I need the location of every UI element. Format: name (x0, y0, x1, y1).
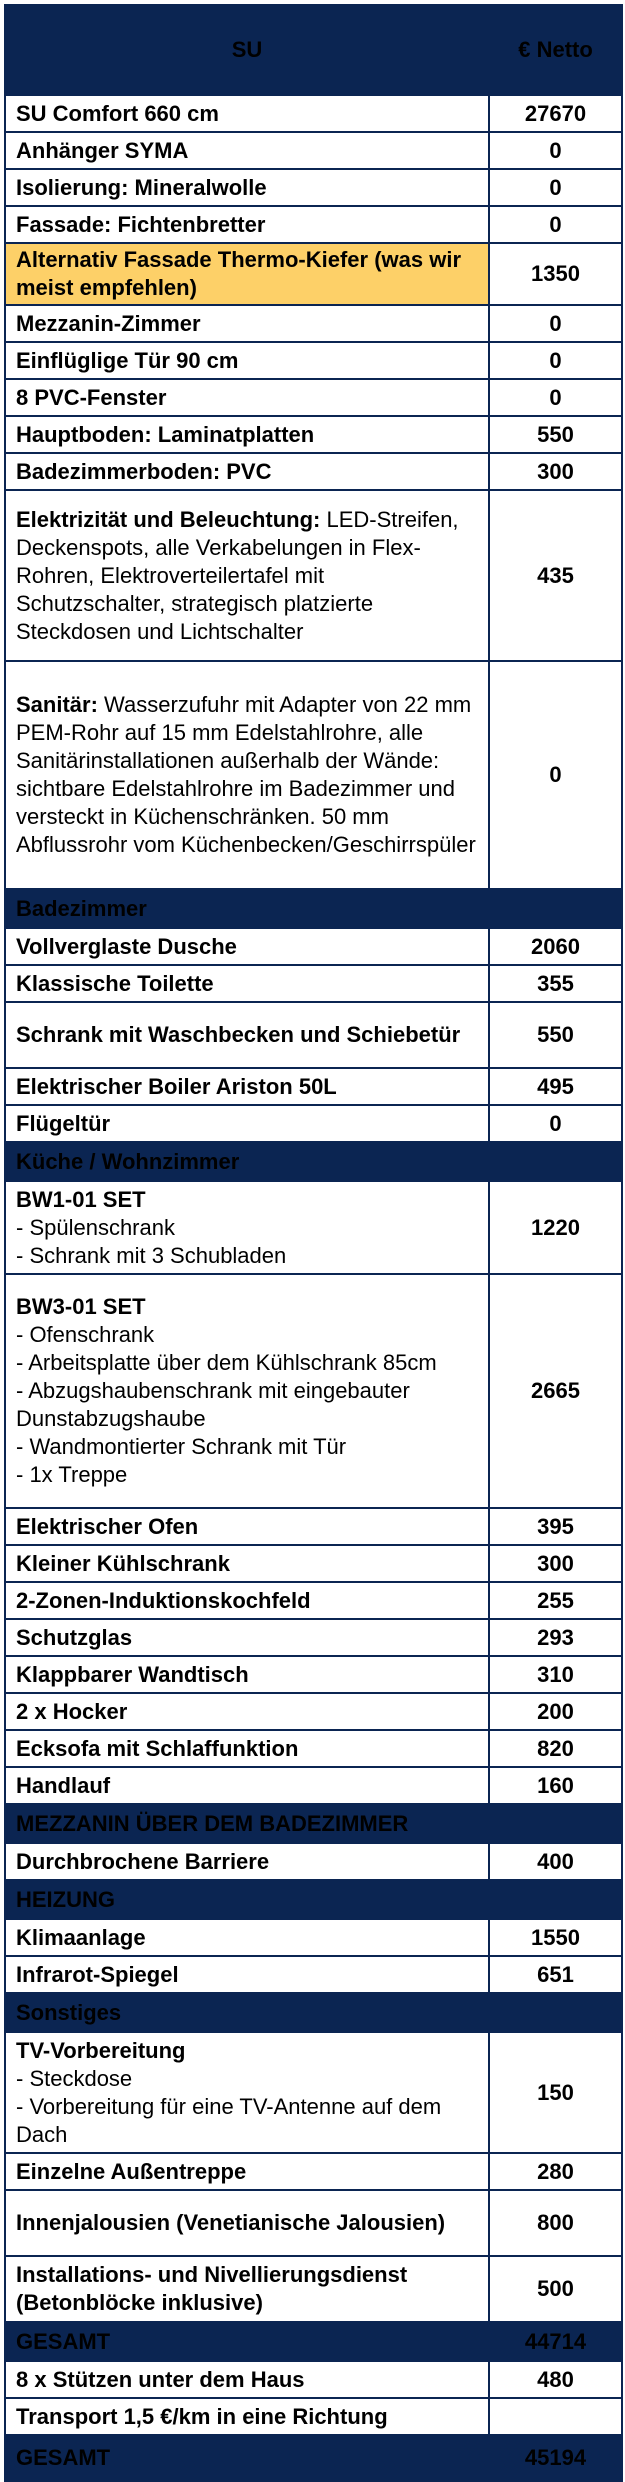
item-subline: - Schrank mit 3 Schubladen (16, 1242, 287, 1268)
table-row (5, 1730, 622, 1767)
item-name: Schrank mit Waschbecken und Schiebetür (16, 1022, 461, 1047)
header-price-label: € Netto (489, 5, 622, 95)
section-value (489, 1142, 622, 1181)
item-label (5, 95, 489, 132)
table-row (5, 1767, 622, 1804)
table-row (5, 1843, 622, 1880)
item-subline: - Spülenschrank (16, 1214, 175, 1240)
item-name: 8 x Stützen unter dem Haus (16, 2366, 305, 2392)
item-value: 200 (489, 1693, 622, 1730)
item-name: Elektrischer Boiler Ariston 50L (16, 1073, 337, 1099)
item-value: 820 (489, 1730, 622, 1767)
item-value: 300 (489, 1545, 622, 1582)
item-name: Infrarot-Spiegel (16, 1961, 179, 1987)
item-name: Badezimmerboden: PVC (16, 458, 272, 484)
item-label (5, 2361, 489, 2398)
item-value: 293 (489, 1619, 622, 1656)
section-row (5, 889, 622, 928)
item-name: Installations- und Nivellierungsdienst (Betonblöcke inklusive) (16, 2262, 408, 2315)
item-name: Mezzanin-Zimmer (16, 310, 201, 336)
item-name: Isolierung: Mineralwolle (16, 174, 267, 200)
item-name: Vollverglaste Dusche (16, 933, 237, 959)
item-value: 150 (489, 2032, 622, 2153)
section-value (489, 1993, 622, 2032)
item-name: BW3-01 SET (16, 1294, 146, 1319)
item-value: 160 (489, 1767, 622, 1804)
item-label (5, 243, 489, 305)
item-value: 310 (489, 1656, 622, 1693)
section-row (5, 1993, 622, 2032)
item-value: 0 (489, 305, 622, 342)
table-row (5, 132, 622, 169)
item-name: Alternativ Fassade Thermo-Kiefer (was wir meist empfehlen) (16, 247, 462, 300)
item-value: 550 (489, 416, 622, 453)
item-name: 2 x Hocker (16, 1698, 128, 1724)
item-name: Hauptboden: Laminatplatten (16, 421, 315, 447)
item-name: Einzelne Außentreppe (16, 2158, 247, 2184)
table-row (5, 490, 622, 661)
table-row (5, 1002, 622, 1068)
item-label (5, 1956, 489, 1993)
table-row (5, 1274, 622, 1508)
item-value: 0 (489, 1105, 622, 1142)
item-label (5, 1919, 489, 1956)
table-row (5, 2361, 622, 2398)
item-label (5, 1730, 489, 1767)
table-row (5, 1181, 622, 1274)
item-value: 550 (489, 1002, 622, 1068)
item-label (5, 169, 489, 206)
table-row (5, 1656, 622, 1693)
item-name: Durchbrochene Barriere (16, 1848, 270, 1874)
item-label (5, 965, 489, 1002)
table-row (5, 2190, 622, 2256)
item-value: 45194 (489, 2435, 622, 2481)
price-table-body (5, 5, 622, 2481)
item-label (5, 206, 489, 243)
item-label (5, 2256, 489, 2322)
item-name: 8 PVC-Fenster (16, 384, 167, 410)
section-value (489, 1880, 622, 1919)
section-row (5, 1804, 622, 1843)
item-label (5, 1068, 489, 1105)
item-name: Klimaanlage (16, 1924, 146, 1950)
item-label (5, 1656, 489, 1693)
section-value (489, 889, 622, 928)
table-row (5, 1582, 622, 1619)
item-subline: - Ofenschrank (16, 1322, 155, 1347)
total-row (5, 2322, 622, 2361)
table-row (5, 928, 622, 965)
table-row (5, 661, 622, 889)
item-name: SU Comfort 660 cm (16, 100, 219, 126)
table-row (5, 1545, 622, 1582)
item-name: Handlauf (16, 1772, 111, 1798)
item-value: 0 (489, 342, 622, 379)
item-name: Flügeltür (16, 1110, 111, 1136)
table-row (5, 243, 622, 305)
item-name: Klappbarer Wandtisch (16, 1661, 249, 1687)
item-name: Klassische Toilette (16, 970, 214, 996)
item-label (5, 342, 489, 379)
section-row (5, 1142, 622, 1181)
item-name: BW1-01 SET (16, 1186, 146, 1212)
total-row (5, 2435, 622, 2481)
table-header (5, 5, 622, 95)
table-row (5, 1956, 622, 1993)
item-subline: - Vorbereitung für eine TV-Antenne auf dem Dach (16, 2093, 442, 2147)
item-label (5, 453, 489, 490)
table-row (5, 1068, 622, 1105)
item-value: 355 (489, 965, 622, 1002)
item-name: Elektrischer Ofen (16, 1513, 199, 1539)
header-title: SU (5, 5, 489, 95)
table-row (5, 95, 622, 132)
item-label (5, 132, 489, 169)
item-label (5, 2153, 489, 2190)
item-value: 480 (489, 2361, 622, 2398)
item-name: Einflüglige Tür 90 cm (16, 347, 239, 373)
item-subline: - Arbeitsplatte über dem Kühlschrank 85cm (16, 1350, 437, 1375)
section-row (5, 1880, 622, 1919)
table-row (5, 2153, 622, 2190)
item-value: 44714 (489, 2322, 622, 2361)
item-name: Anhänger SYMA (16, 137, 189, 163)
item-name: Transport 1,5 €/km in eine Richtung (16, 2403, 388, 2429)
item-name: Innenjalousien (Venetianische Jalousien) (16, 2210, 446, 2235)
item-name: 2-Zonen-Induktionskochfeld (16, 1587, 311, 1613)
section-title: MEZZANIN ÜBER DEM BADEZIMMER (5, 1804, 489, 1843)
section-title: HEIZUNG (5, 1880, 489, 1919)
item-value: 280 (489, 2153, 622, 2190)
item-value (489, 2398, 622, 2435)
item-label (5, 1274, 489, 1508)
item-description: Wasserzufuhr mit Adapter von 22 mm PEM-Rohr auf 15 mm Edelstahlrohre, alle Sanitärinstallationen außerhalb der Wände: sichtbare Edelstahlrohre im Badezimmer und versteckt in Küchenschränken. 50 mm Abflussrohr vom Küchenbecken/Geschirrspüler (16, 692, 476, 857)
item-name: Kleiner Kühlschrank (16, 1550, 230, 1576)
item-label (5, 2398, 489, 2435)
item-value: 1350 (489, 243, 622, 305)
section-title: Sonstiges (5, 1993, 489, 2032)
item-label: GESAMT (5, 2322, 489, 2361)
item-value: 255 (489, 1582, 622, 1619)
item-name: Elektrizität und Beleuchtung: (16, 506, 321, 532)
item-subline: - 1x Treppe (16, 1462, 128, 1487)
table-row (5, 1508, 622, 1545)
item-label (5, 1767, 489, 1804)
item-value: 0 (489, 169, 622, 206)
item-value: 400 (489, 1843, 622, 1880)
item-label (5, 661, 489, 889)
item-label (5, 1508, 489, 1545)
item-label (5, 1582, 489, 1619)
item-label (5, 490, 489, 661)
item-subline: - Steckdose (16, 2065, 133, 2091)
item-label (5, 1002, 489, 1068)
item-subline: - Wandmontierter Schrank mit Tür (16, 1434, 347, 1459)
item-value: 800 (489, 2190, 622, 2256)
item-label: GESAMT (5, 2435, 489, 2481)
item-label (5, 305, 489, 342)
price-table (4, 4, 623, 2482)
item-value: 435 (489, 490, 622, 661)
table-row (5, 342, 622, 379)
item-value: 2060 (489, 928, 622, 965)
item-name: Schutzglas (16, 1624, 133, 1650)
item-value: 1220 (489, 1181, 622, 1274)
table-row (5, 2398, 622, 2435)
table-row (5, 1919, 622, 1956)
item-value: 0 (489, 132, 622, 169)
item-label (5, 416, 489, 453)
item-name: Fassade: Fichtenbretter (16, 211, 266, 237)
item-value: 495 (489, 1068, 622, 1105)
item-label (5, 379, 489, 416)
item-name: Sanitär: (16, 692, 98, 717)
item-value: 27670 (489, 95, 622, 132)
table-row (5, 379, 622, 416)
item-label (5, 1619, 489, 1656)
item-value: 0 (489, 206, 622, 243)
table-row (5, 2032, 622, 2153)
item-name: TV-Vorbereitung (16, 2037, 186, 2063)
section-title: Badezimmer (5, 889, 489, 928)
table-row (5, 1619, 622, 1656)
section-value (489, 1804, 622, 1843)
table-row (5, 1693, 622, 1730)
item-description: LED-Streifen, Deckenspots, alle Verkabelungen in Flex-Rohren, Elektroverteilertafel mit Schutzschalter, strategisch platzierte Steckdosen und Lichtschalter (16, 506, 459, 644)
item-label (5, 1693, 489, 1730)
table-row (5, 206, 622, 243)
item-value: 0 (489, 661, 622, 889)
item-value: 651 (489, 1956, 622, 1993)
item-value: 500 (489, 2256, 622, 2322)
item-label (5, 1545, 489, 1582)
item-value: 2665 (489, 1274, 622, 1508)
item-value: 395 (489, 1508, 622, 1545)
item-label (5, 2190, 489, 2256)
item-value: 300 (489, 453, 622, 490)
table-row (5, 305, 622, 342)
item-label (5, 1181, 489, 1274)
table-row (5, 169, 622, 206)
item-label (5, 928, 489, 965)
table-row (5, 416, 622, 453)
table-row (5, 1105, 622, 1142)
section-title: Küche / Wohnzimmer (5, 1142, 489, 1181)
item-label (5, 2032, 489, 2153)
item-label (5, 1843, 489, 1880)
item-value: 0 (489, 379, 622, 416)
item-label (5, 1105, 489, 1142)
table-row (5, 965, 622, 1002)
item-name: Ecksofa mit Schlaffunktion (16, 1735, 299, 1761)
table-row (5, 2256, 622, 2322)
table-row (5, 453, 622, 490)
item-value: 1550 (489, 1919, 622, 1956)
item-subline: - Abzugshaubenschrank mit eingebauter Dunstabzugshaube (16, 1378, 410, 1431)
